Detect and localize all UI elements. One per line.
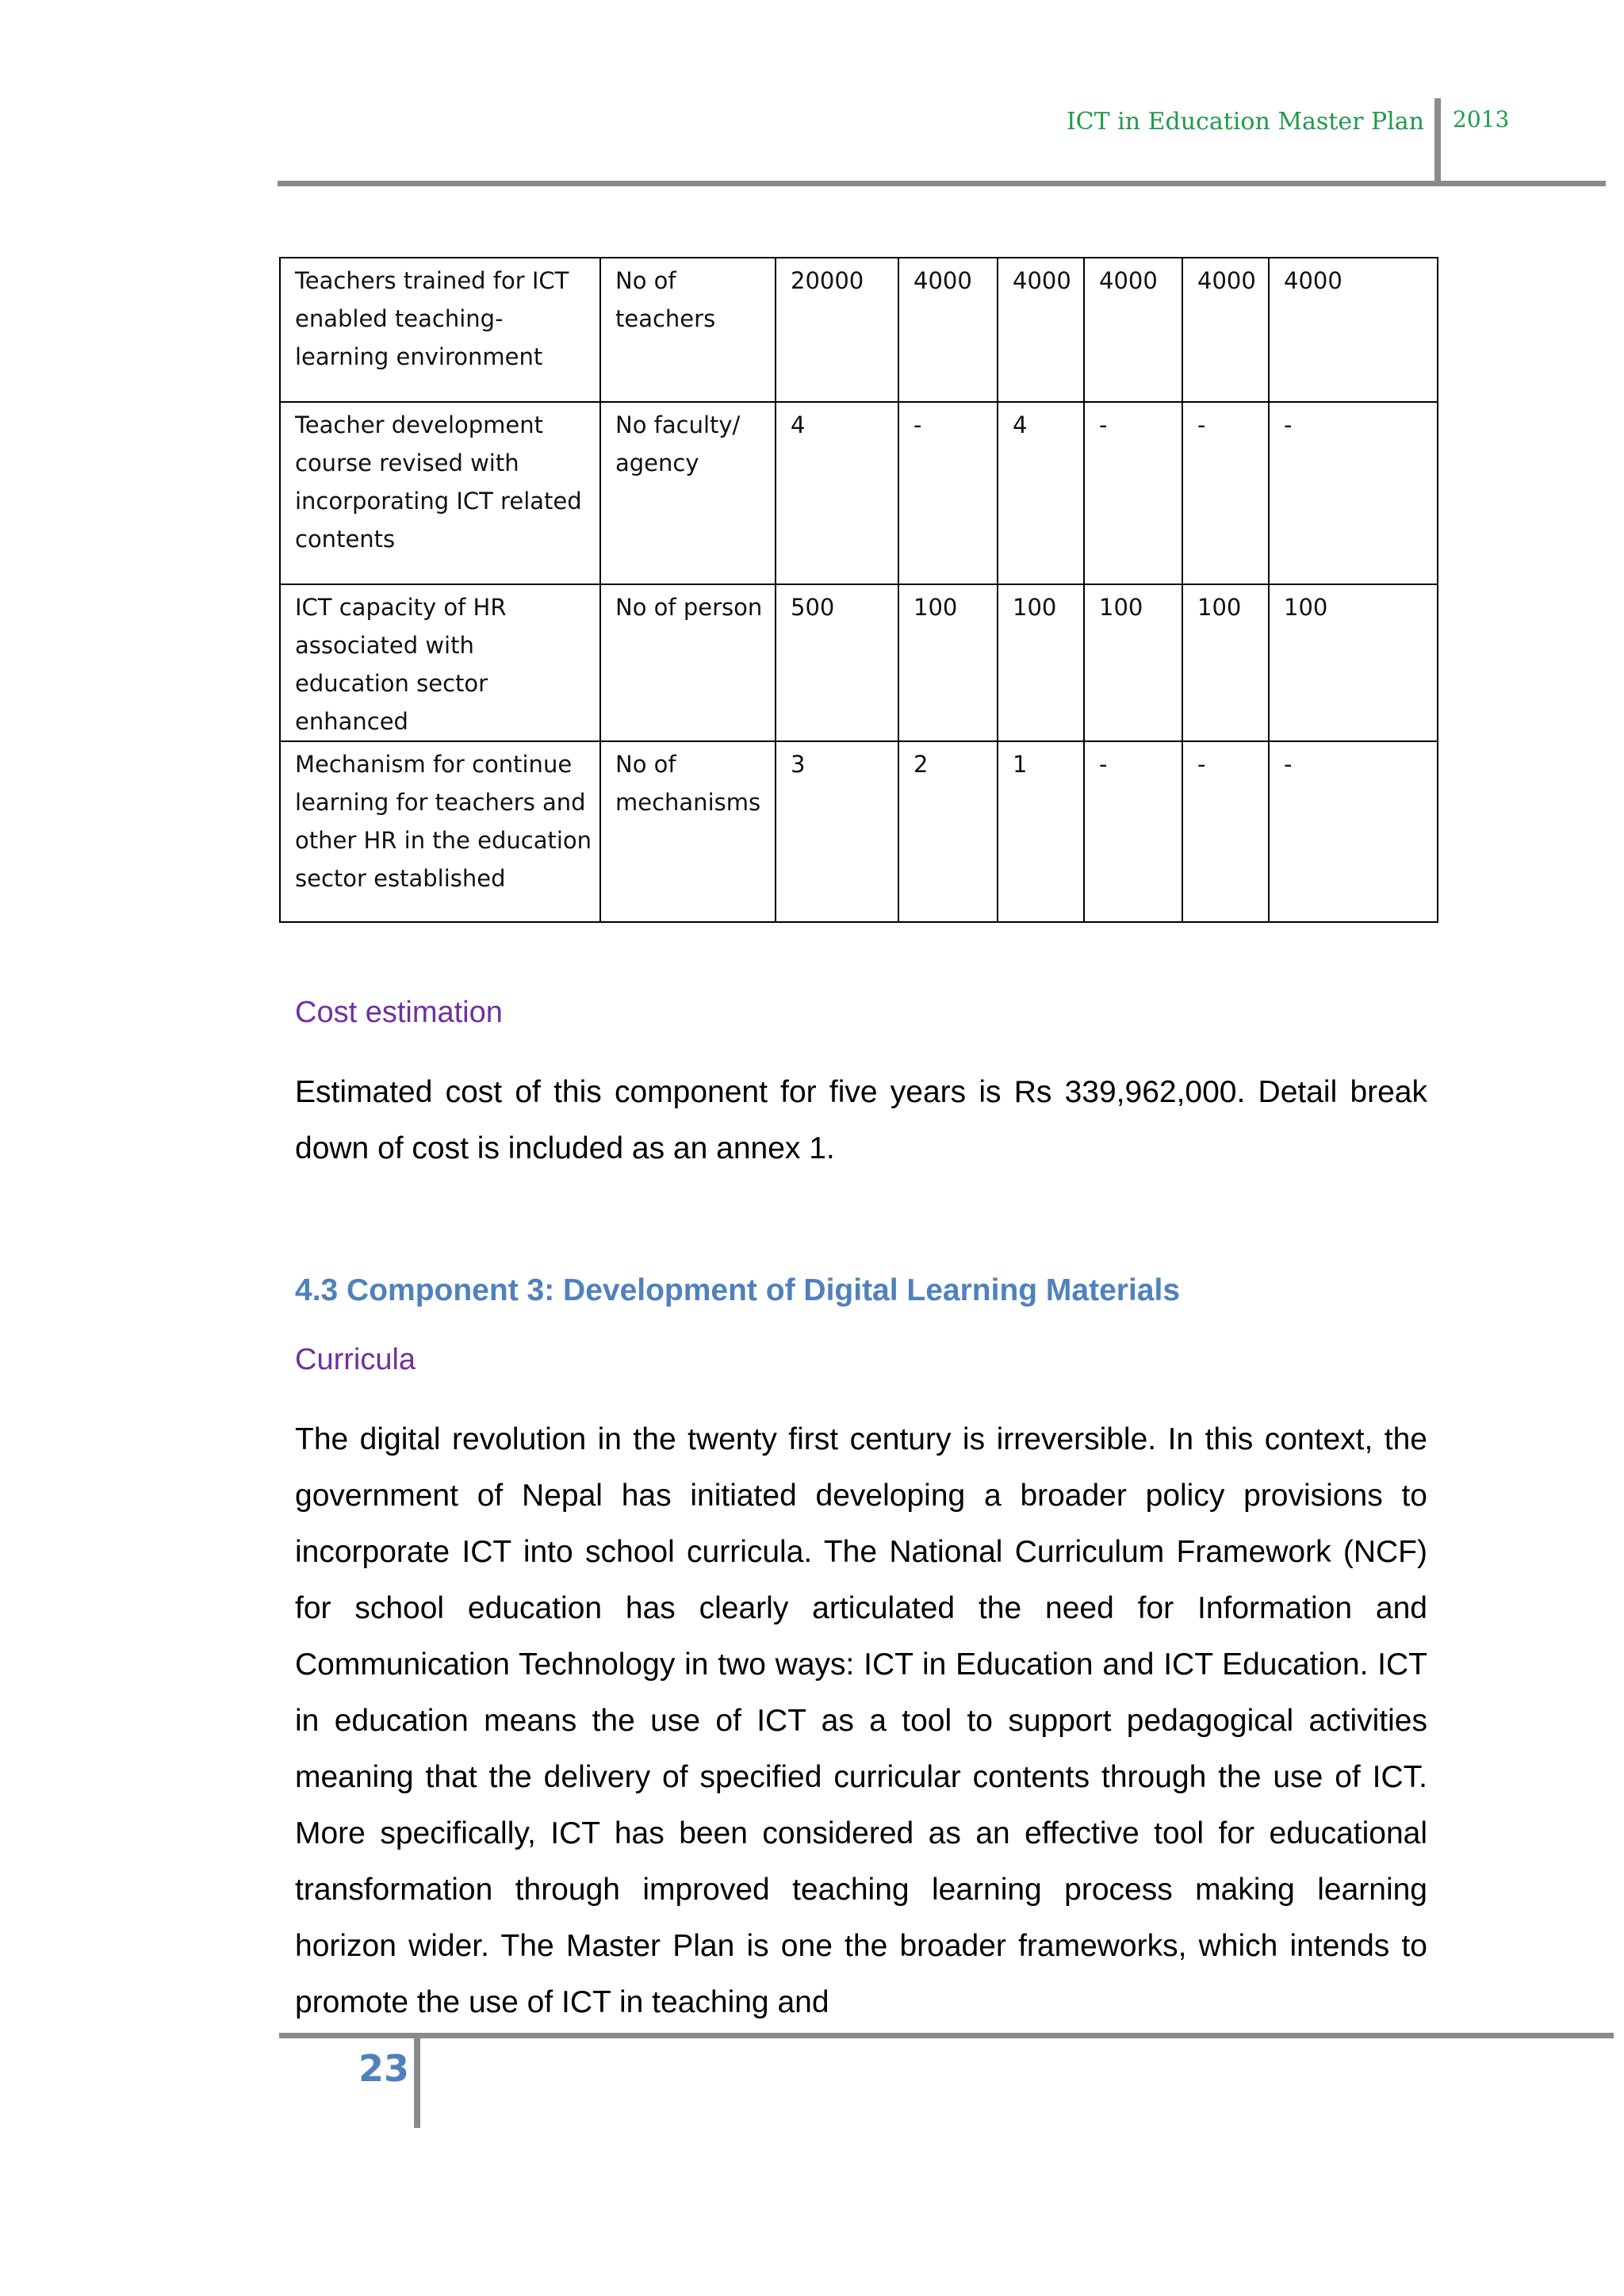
table-cell-value: 4000	[898, 258, 998, 402]
table-row	[280, 402, 1438, 584]
table-cell-description: Teacher development course revised with incorporating ICT related contents	[280, 402, 600, 584]
table-cell-value: 3	[776, 741, 898, 922]
table-cell-value: 2	[898, 741, 998, 922]
table-cell-description: Teachers trained for ICT enabled teaching-learning environment	[280, 258, 600, 402]
table-cell-unit: No faculty/ agency	[600, 402, 776, 584]
table-cell-value: 100	[898, 584, 998, 741]
table-cell-value: -	[1269, 741, 1438, 922]
table-cell-value: 100	[1084, 584, 1182, 741]
cost-estimation-paragraph: Estimated cost of this component for five years is Rs 339,962,000. Detail break down of cost is included as an annex 1.	[295, 1075, 1427, 1165]
table-cell-description: Mechanism for continue learning for teachers and other HR in the education sector established	[280, 741, 600, 922]
table-cell-value: 500	[776, 584, 898, 741]
header-title: ICT in Education Master Plan	[1066, 108, 1424, 136]
table-row	[280, 258, 1438, 402]
curricula-paragraph: The digital revolution in the twenty first century is irreversible. In this context, the government of Nepal has initiated developing a broader policy provisions to incorporate ICT into school curricula. The National Curriculum Framework (NCF) for school education has clearly articulated the need for Information and Communication Technology in two ways: ICT in Education and ICT Education. ICT in education means the use of ICT as a tool to support pedagogical activities meaning that the delivery of specified curricular contents through the use of ICT. More specifically, ICT has been considered as an effective tool for educational transformation through improved teaching learning process making learning horizon wider. The Master Plan is one the broader frameworks, which intends to promote the use of ICT in teaching and	[295, 1422, 1427, 2019]
curricula-heading: Curricula	[295, 1343, 416, 1376]
table-cell-value: 100	[1182, 584, 1269, 741]
table-cell-value: 100	[998, 584, 1084, 741]
header-rule	[278, 181, 1606, 186]
indicator-table	[279, 257, 1438, 923]
table-cell-unit: No of person	[600, 584, 776, 741]
table-row	[280, 741, 1438, 922]
header-divider-vertical	[1434, 98, 1441, 184]
component-heading: 4.3 Component 3: Development of Digital Learning Materials	[295, 1273, 1181, 1307]
table-cell-value: 4	[776, 402, 898, 584]
table-cell-value: -	[1269, 402, 1438, 584]
table-cell-value: 4000	[1182, 258, 1269, 402]
table-cell-unit: No of teachers	[600, 258, 776, 402]
table-cell-value: -	[1182, 402, 1269, 584]
table-cell-value: -	[1182, 741, 1269, 922]
table-cell-value: 4000	[1269, 258, 1438, 402]
footer-divider-vertical	[414, 2034, 420, 2128]
header-year: 2013	[1453, 106, 1510, 132]
footer-rule	[279, 2033, 1614, 2038]
table-cell-value: 20000	[776, 258, 898, 402]
table-cell-unit: No of mechanisms	[600, 741, 776, 922]
table-cell-value: 4000	[1084, 258, 1182, 402]
table-cell-value: -	[898, 402, 998, 584]
page-number: 23	[358, 2047, 410, 2090]
cost-estimation-heading: Cost estimation	[295, 996, 503, 1029]
table-cell-value: 100	[1269, 584, 1438, 741]
table-cell-value: 4000	[998, 258, 1084, 402]
table-cell-value: 4	[998, 402, 1084, 584]
table-cell-value: -	[1084, 741, 1182, 922]
table-cell-value: 1	[998, 741, 1084, 922]
table-row	[280, 584, 1438, 741]
table-cell-value: -	[1084, 402, 1182, 584]
table-cell-description: ICT capacity of HR associated with education sector enhanced	[280, 584, 600, 741]
